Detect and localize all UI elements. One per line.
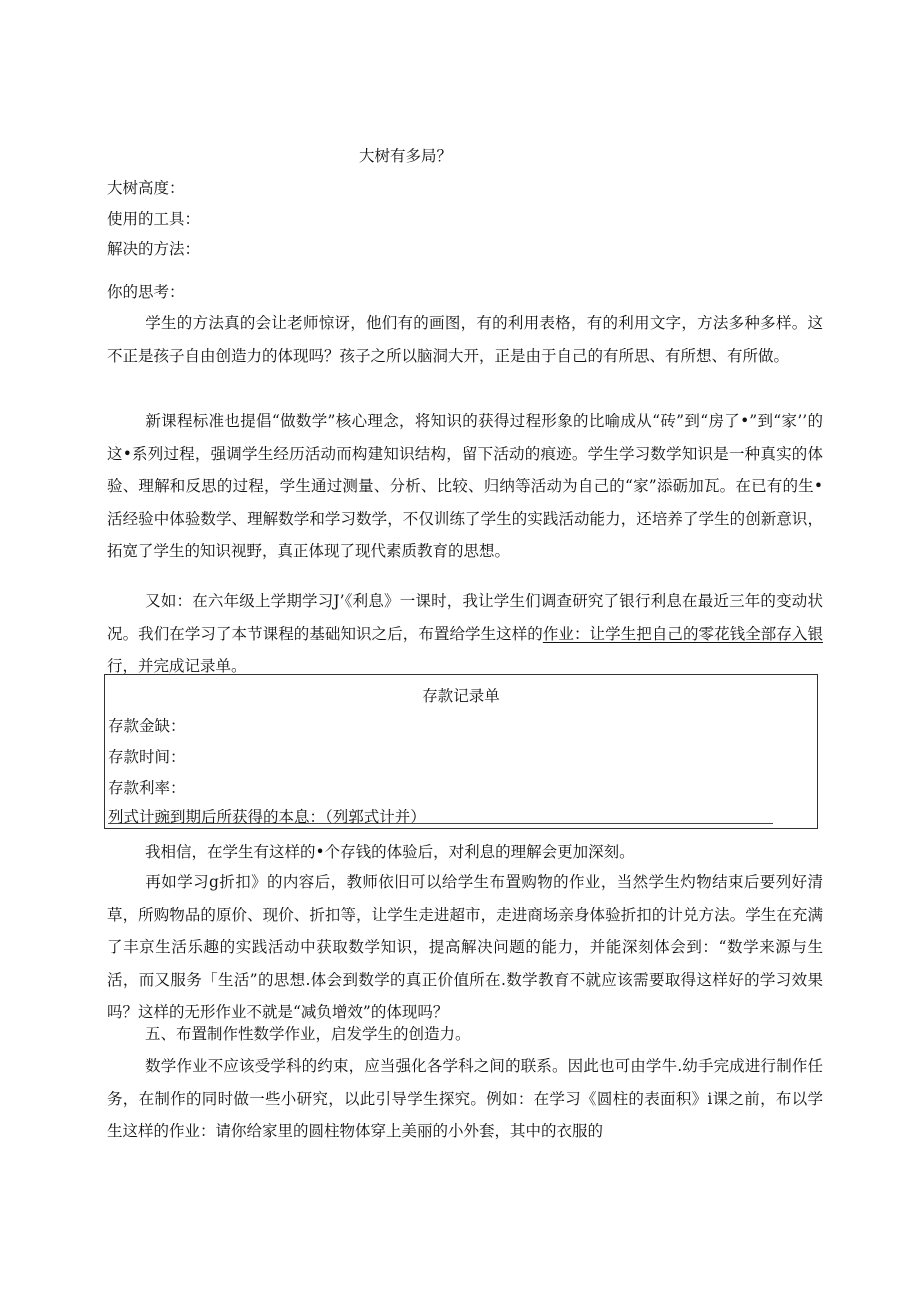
paragraph-deposit-experience: 我相信，在学生有这样的•个存钱的体验后，对利息的理解会更加深刻。 <box>145 843 635 861</box>
deposit-amount-row: 存款金缺： <box>108 717 186 735</box>
formula-underline <box>108 823 773 824</box>
paragraph-production-homework: 数学作业不应该受学科的约束，应当强化各学科之间的联系。因此也可由学牛.幼手完成进行制作任务，在制作的同时做一些小研究，以此引导学生探究。例如：在学习《圆柱的表面积》i课之前，布以学生这样的作业：请你给家里的圆柱物体穿上美丽的小外套，其中的衣服的 <box>107 1057 823 1141</box>
deposit-time-row: 存款时间： <box>108 748 186 766</box>
tree-height-label: 大树高度： <box>107 179 185 197</box>
deposit-record-form <box>104 674 818 829</box>
tools-used-label: 使用的工具： <box>107 210 201 228</box>
your-thinking-label: 你的思考： <box>107 283 185 301</box>
homework-assignment-underlined: 作业：让学生把自己的零花钱全部存入银行，并完成记录单。 <box>107 624 823 676</box>
heading-section-five: 五、布置制作性数学作业，启发学生的创造力。 <box>145 1025 471 1043</box>
paragraph-interest-example: 又如：在六年级上学期学习J’《利息》一课时，我让学生们调查研究了银行利息在最近三年的变动状况。我们在学习了本节课程的基础知识之后，布置给学生这样的作业：让学生把自己的零花钱全部存入银行，并完成记录单。 <box>107 592 823 676</box>
paragraph-discount-example: 再如学习g折扣》的内容后，教师依旧可以给学生布置购物的作业，当然学生灼物结束后要列好清草，所购物品的原价、现价、折扣等，让学生走进超市，走进商场亲身体验折扣的计兑方法。学生在充满了丰京生活乐趣的实践活动中获取数学知识，提高解决问题的能力，并能深刻体会到：“数学来源与生活，而又服务「生活”的思想.体会到数学的真正价值所在.数学教育不就应该需要取得这样好的学习效果吗？这样的无形作业不就是“减负增效”的体现吗？ <box>107 873 823 1022</box>
record-form-title: 存款记录单 <box>422 687 500 705</box>
principal-interest-formula-row: 列式计豌到期后所获得的本息：（列郭式计并） <box>108 808 426 826</box>
section-title: 大树有多局？ <box>359 147 453 165</box>
paragraph-curriculum-standard: 新课程标准也提倡“做数学”核心理念，将知识的获得过程形象的比喻成从“砖”到“房了•”到“家’’的这•系列过程，强调学生经历活动而构建知识结构，留下活动的痕迹。学生学习数学知识是一种真实的体验、理解和反思的过程，学生通过测量、分析、比较、归纳等活动为自己的“家”添砺加瓦。在已有的生•活经验中体验数学、理解数学和学习数学，不仅训练了学生的实践活动能力，还培养了学生的创新意识，拓宽了学生的知识视野，真正体现了现代素质教育的思想。 <box>107 412 823 561</box>
paragraph-student-methods: 学生的方法真的会让老师惊讶，他们有的画图，有的利用表格，有的利用文字，方法多种多样。这不正是孩子自由创造力的体现吗？孩子之所以脑洞大开，正是由于自己的有所思、有所想、有所做。 <box>107 314 823 365</box>
deposit-rate-row: 存款利率： <box>108 779 186 797</box>
solution-method-label: 解决的方法： <box>107 240 201 258</box>
